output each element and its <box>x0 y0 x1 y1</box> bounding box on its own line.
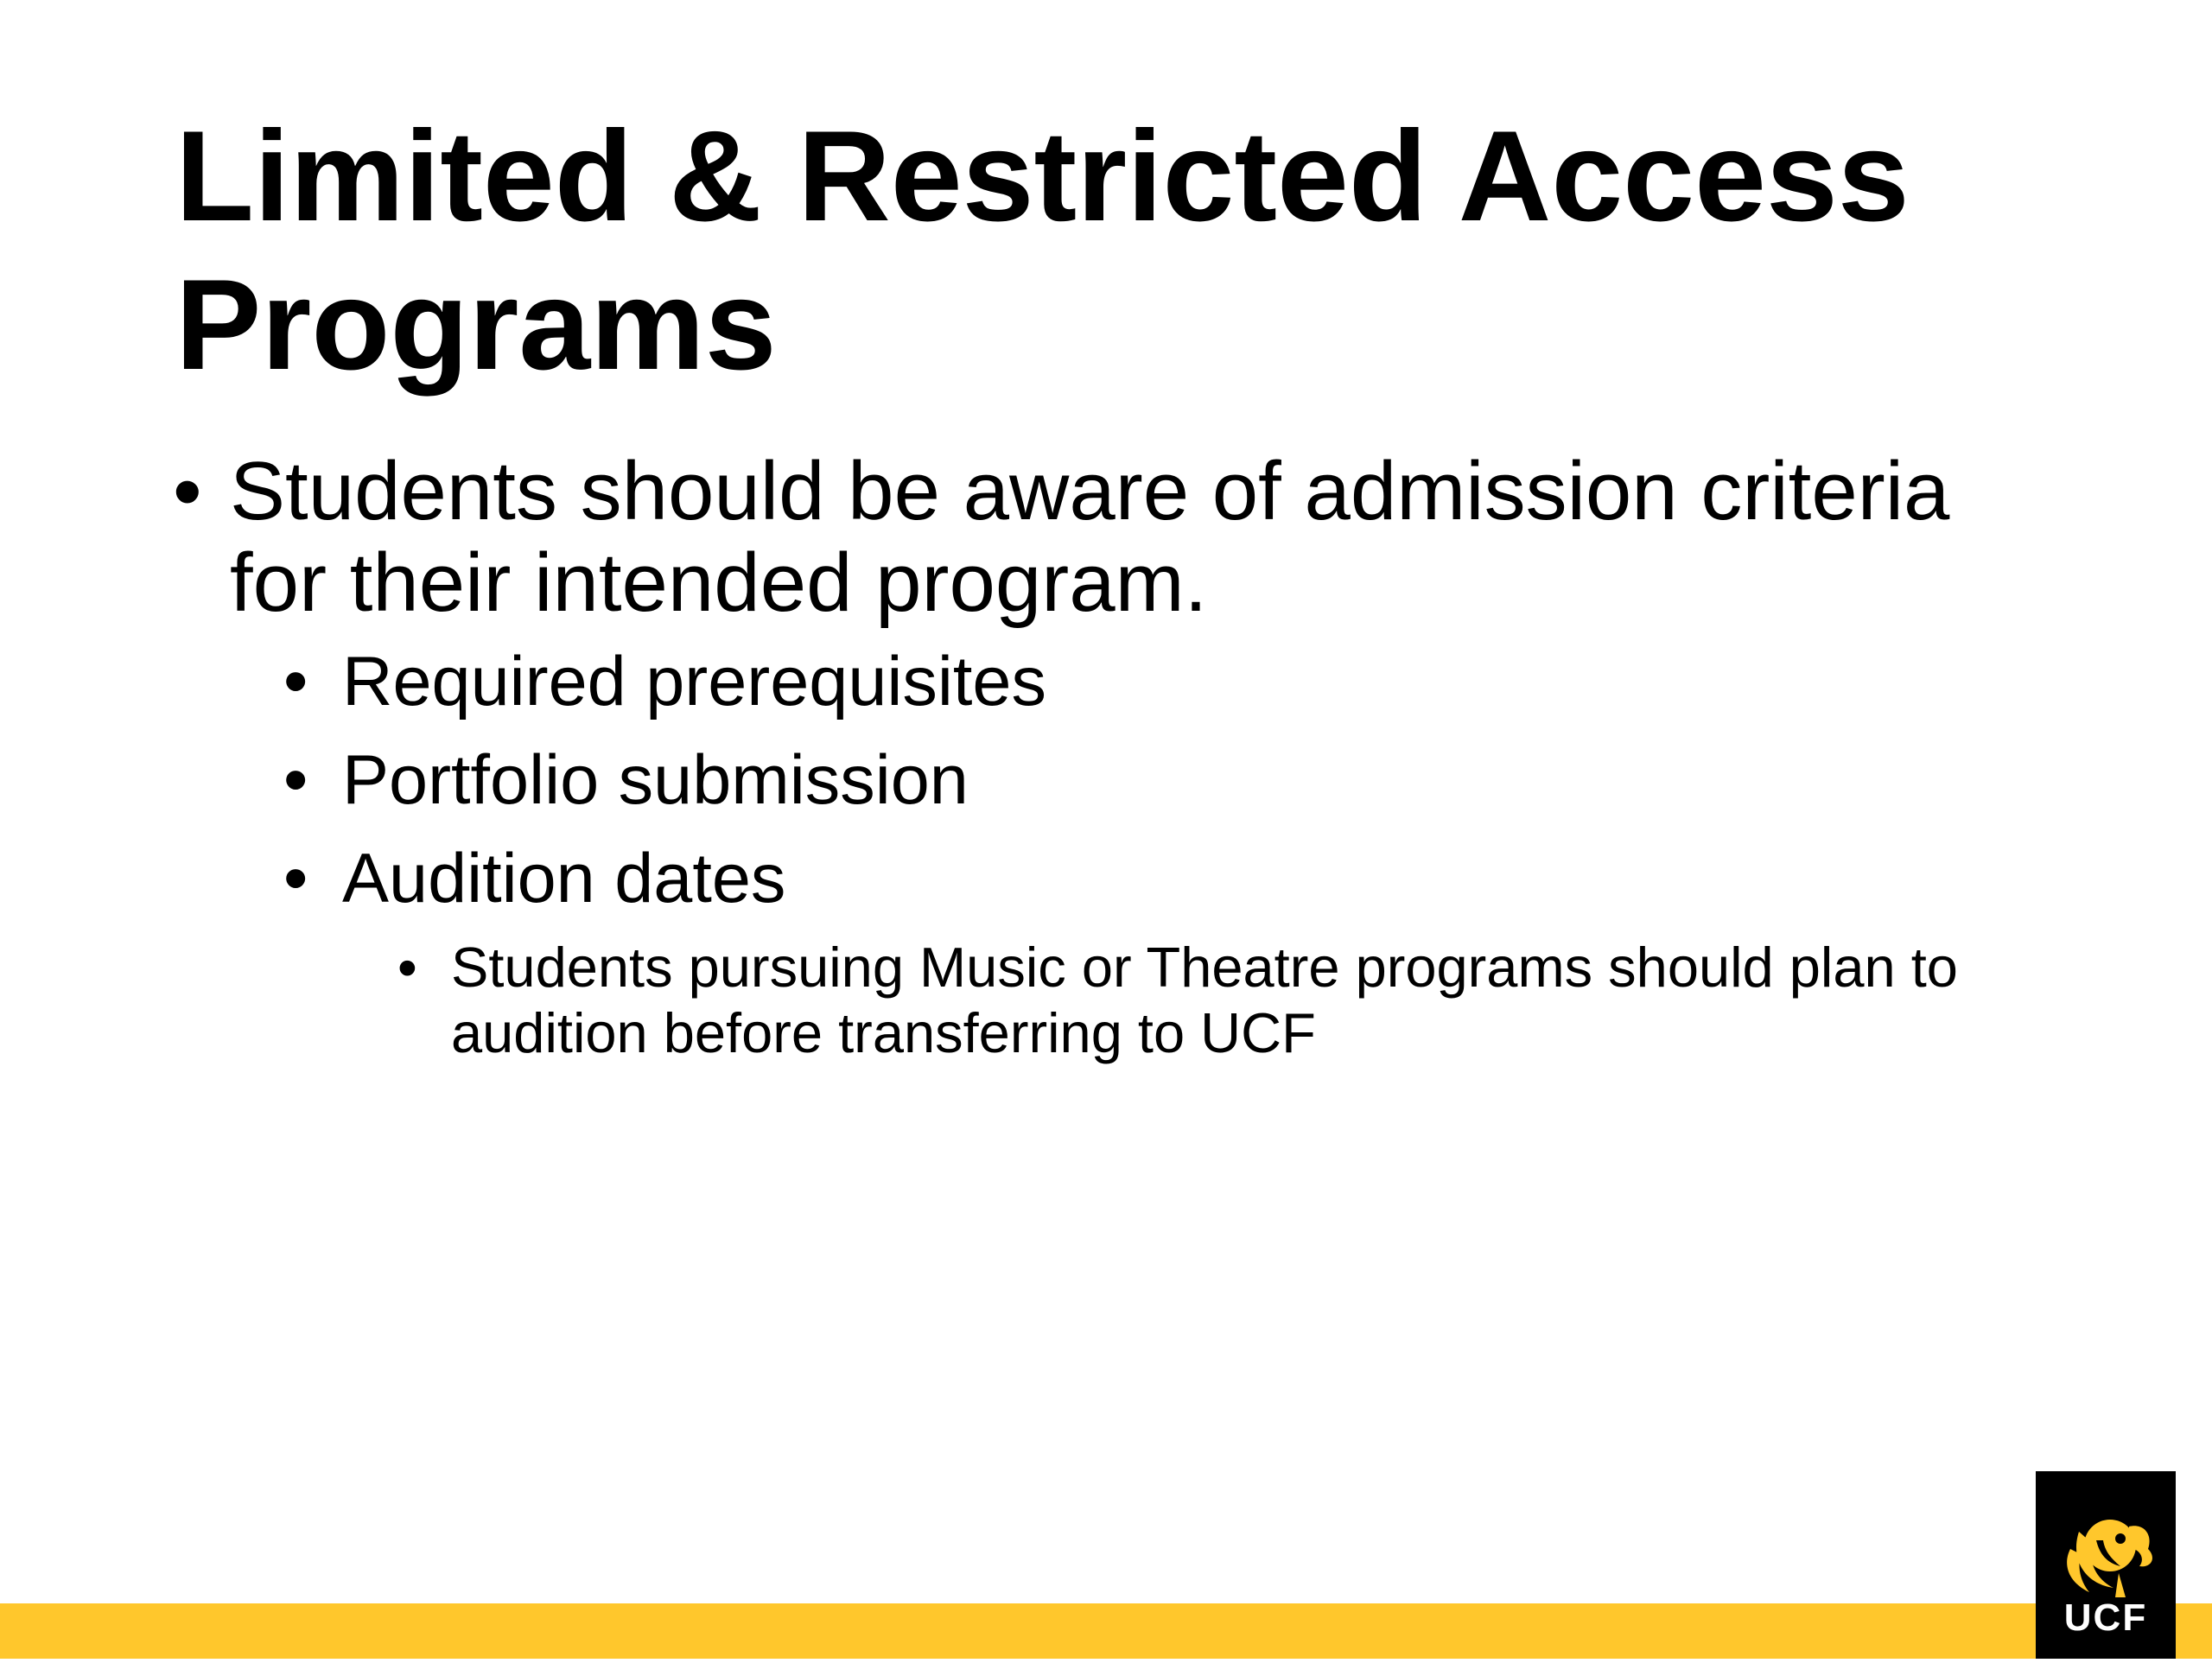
title-line-1: Limited & Restricted Access <box>175 104 1910 248</box>
bullet-item <box>173 935 2056 1066</box>
bullet-dot: • <box>283 643 308 720</box>
bullet-text: Portfolio submission <box>342 741 969 819</box>
bullet-item <box>173 446 2056 629</box>
bullet-item <box>173 734 2056 826</box>
title-line-2: Programs <box>175 252 777 397</box>
footer-accent-bar <box>0 1603 2212 1659</box>
logo-text: UCF <box>2063 1596 2148 1639</box>
bullet-text: Required prerequisites <box>342 643 1046 720</box>
bullet-dot: • <box>173 445 202 537</box>
bullet-dot: • <box>283 840 308 917</box>
bullet-item <box>173 636 2056 727</box>
bullet-text: Students should be aware of admission criteria for their intended program. <box>230 445 1950 629</box>
slide-title <box>175 102 2076 399</box>
bullet-text: Students pursuing Music or Theatre programs should plan to audition before transferring to UCF <box>451 936 1958 1064</box>
bullet-text: Audition dates <box>342 840 786 917</box>
bullet-dot: • <box>397 936 417 999</box>
bullet-dot: • <box>283 741 308 819</box>
bullet-list <box>173 446 2056 1066</box>
ucf-logo <box>2036 1471 2176 1659</box>
bullet-item <box>173 833 2056 924</box>
